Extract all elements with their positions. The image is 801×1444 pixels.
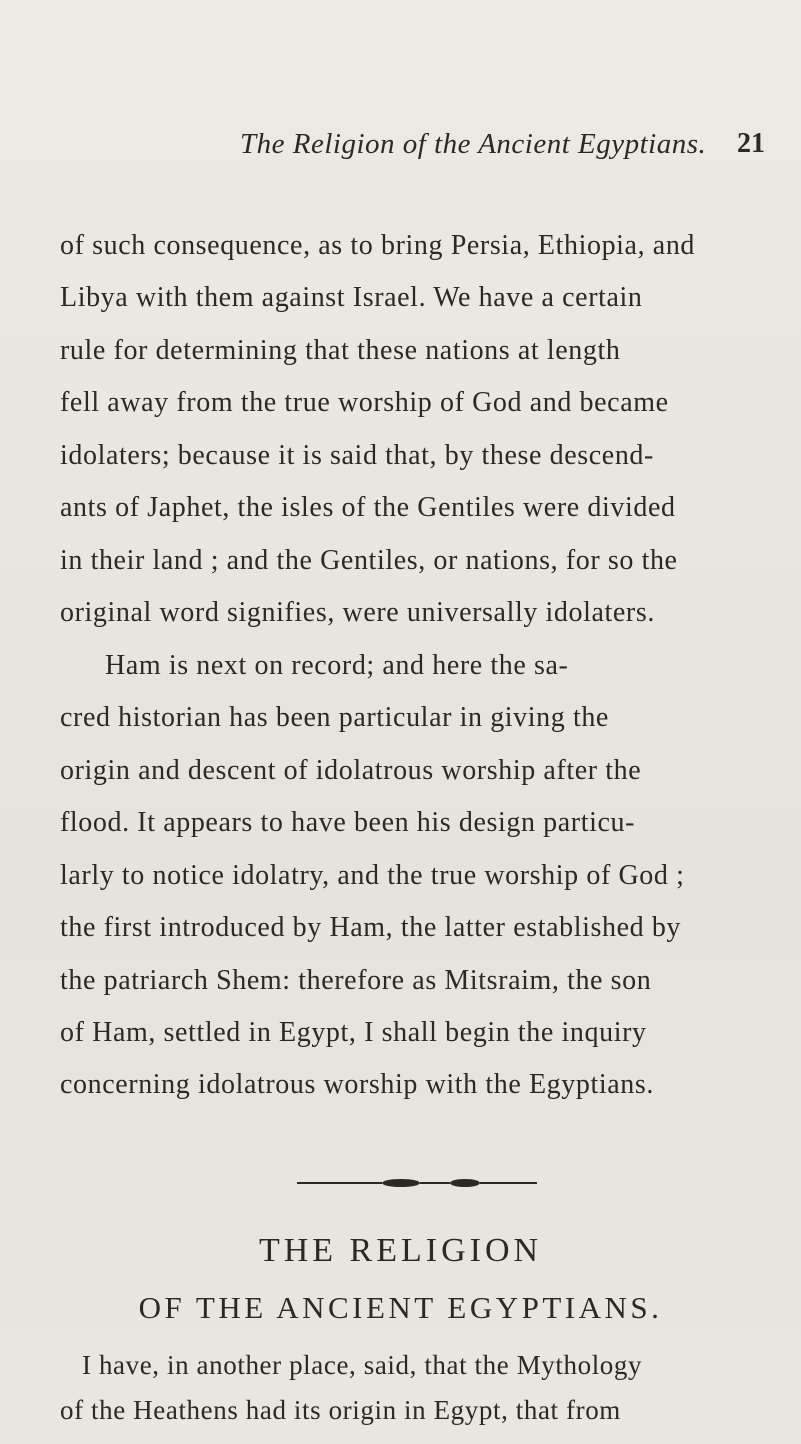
text-line: original word signifies, were universally idolaters. (60, 597, 655, 628)
text-line: larly to notice idolatry, and the true worship of God ; (60, 860, 685, 891)
section-subtitle: OF THE ANCIENT EGYPTIANS. (138, 1290, 663, 1325)
running-title: The Religion of the Ancient Egyptians. (240, 128, 707, 160)
text-line: concerning idolatrous worship with the Egyptians. (60, 1069, 654, 1100)
text-line: fell away from the true worship of God and became (60, 387, 669, 418)
text-line: Libya with them against Israel. We have a certain (60, 282, 643, 313)
text-line: the first introduced by Ham, the latter established by (60, 912, 682, 943)
rule-ornament (450, 1179, 480, 1187)
text-line: ants of Japhet, the isles of the Gentiles were divided (60, 492, 676, 523)
text-line: of such consequence, as to bring Persia, Ethiopia, and (60, 230, 696, 261)
running-header (0, 128, 801, 168)
text-line: flood. It appears to have been his design particu- (60, 807, 636, 838)
text-line: cred historian has been particular in giving the (60, 702, 609, 733)
rule-segment (420, 1182, 450, 1184)
rule-ornament (382, 1179, 420, 1187)
page-number: 21 (737, 128, 765, 159)
text-line: of the Heathens had its origin in Egypt, that from (60, 1395, 621, 1425)
rule-segment (480, 1182, 537, 1184)
text-line: idolaters; because it is said that, by these descend- (60, 440, 654, 471)
ornamental-rule (297, 1178, 537, 1188)
text-line: Ham is next on record; and here the sa- (105, 650, 569, 681)
text-line: of Ham, settled in Egypt, I shall begin the inquiry (60, 1017, 647, 1048)
text-line: rule for determining that these nations at length (60, 335, 621, 366)
section-title: THE RELIGION (258, 1232, 543, 1269)
text-line: I have, in another place, said, that the Mythology (82, 1350, 643, 1380)
text-line: in their land ; and the Gentiles, or nations, for so the (60, 545, 678, 576)
text-line: origin and descent of idolatrous worship after the (60, 755, 642, 786)
text-line: the patriarch Shem: therefore as Mitsraim, the son (60, 965, 652, 996)
rule-segment (297, 1182, 382, 1184)
